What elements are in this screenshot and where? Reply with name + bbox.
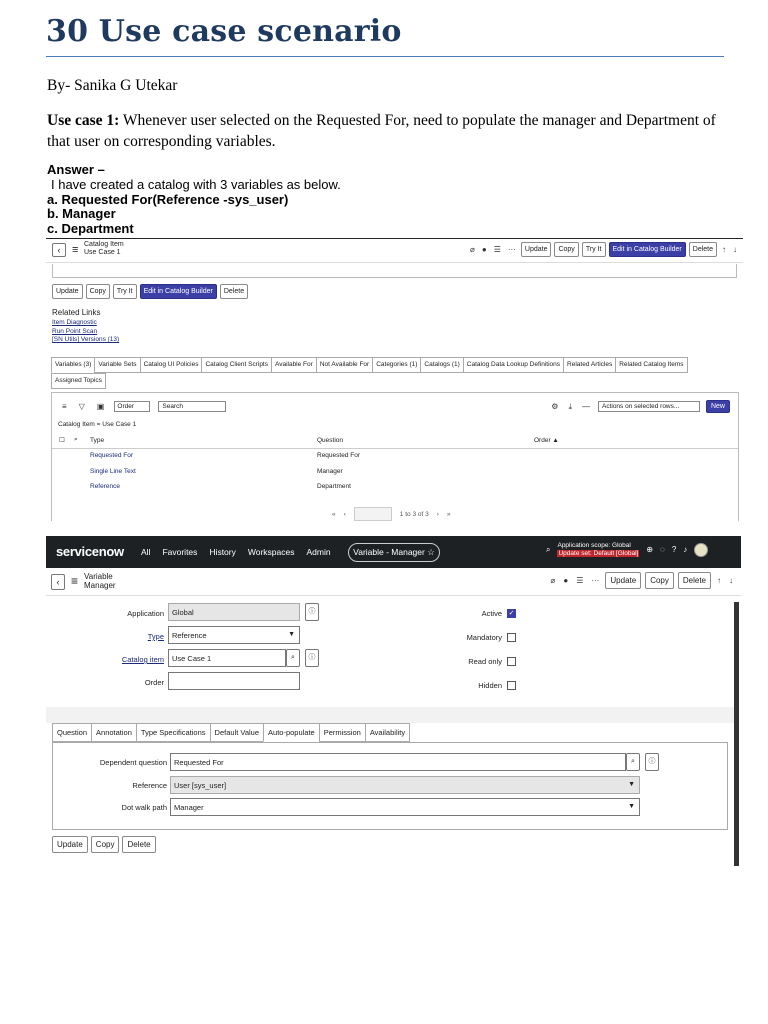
tab-default-value[interactable]: Default Value (210, 723, 263, 742)
answer-item: c. Department (47, 221, 134, 237)
auto-populate-panel (52, 742, 728, 830)
answer-block (47, 163, 341, 237)
tab-related-articles[interactable]: Related Articles (563, 357, 615, 373)
list-filter-breadcrumb[interactable]: Catalog Item = Use Case 1 (58, 421, 137, 428)
edit-catalog-builder-button[interactable]: Edit in Catalog Builder (609, 242, 686, 257)
mandatory-label: Mandatory (466, 633, 502, 642)
answer-item: a. Requested For(Reference -sys_user) (47, 191, 289, 207)
active-label: Active (481, 609, 502, 618)
copy-button[interactable]: Copy (91, 836, 120, 853)
page-range: 1 to 3 of 3 (399, 510, 429, 518)
hamburger-icon[interactable]: ≡ (72, 244, 79, 256)
tab-catalog-client-scripts[interactable]: Catalog Client Scripts (201, 357, 271, 373)
form-title-line1: Catalog Item (84, 241, 124, 248)
chevron-down-icon: ▼ (628, 781, 635, 788)
top-navbar (46, 536, 741, 568)
tab-categories[interactable]: Categories (1) (372, 357, 420, 373)
dot-walk-path-select[interactable] (170, 798, 640, 816)
tab-availability[interactable]: Availability (365, 723, 410, 742)
activity-icon[interactable]: ● (563, 576, 569, 585)
settings-icon[interactable]: ☰ (493, 245, 501, 254)
next-page-icon[interactable]: › (436, 510, 439, 518)
tab-catalogs[interactable]: Catalogs (1) (420, 357, 462, 373)
catalog-item-label[interactable]: Catalog item (121, 655, 164, 664)
edit-catalog-builder-button[interactable]: Edit in Catalog Builder (140, 284, 217, 299)
delete-button[interactable]: Delete (689, 242, 717, 257)
order-field[interactable] (168, 672, 300, 690)
reference-select (170, 776, 640, 794)
tab-assigned-topics[interactable]: Assigned Topics (51, 373, 106, 389)
nav-right (546, 542, 708, 557)
dot-walk-path-label: Dot walk path (121, 803, 167, 812)
table-row (52, 483, 738, 498)
row-type-link[interactable]: Requested For (90, 452, 133, 459)
form-field-bottom (52, 264, 737, 278)
type-label[interactable]: Type (147, 632, 164, 641)
gear-icon[interactable]: ⚙ (551, 402, 559, 411)
copy-button[interactable]: Copy (86, 284, 110, 299)
scrollbar[interactable] (734, 602, 739, 866)
mandatory-checkbox[interactable] (507, 633, 516, 642)
form-title-line2: Use Case 1 (84, 249, 121, 256)
byline: By- Sanika G Utekar (47, 77, 178, 94)
document-title: 30 Use case scenario (46, 14, 402, 49)
read-only-checkbox[interactable] (507, 657, 516, 666)
update-button[interactable]: Update (605, 572, 641, 589)
update-button[interactable]: Update (52, 836, 88, 853)
type-value: Reference (172, 631, 207, 640)
table-row (52, 452, 738, 467)
section-band (46, 707, 736, 723)
reference-label: Reference (132, 781, 167, 790)
nav-workspaces[interactable]: Workspaces (247, 547, 295, 557)
arrow-down-icon[interactable]: ↓ (733, 245, 737, 254)
sort-select[interactable]: Order (114, 401, 150, 412)
filter-icon[interactable]: ▽ (78, 402, 85, 411)
catalog-item-screenshot (46, 238, 743, 521)
scope-line: Application scope: Global (557, 542, 631, 549)
related-links (52, 319, 119, 345)
title-divider (46, 56, 724, 57)
dependent-question-field[interactable]: Requested For (170, 753, 626, 771)
download-icon[interactable]: ⤓ (568, 401, 572, 411)
header-toolbar (549, 572, 735, 589)
form-section-tabs (52, 723, 410, 742)
answer-item: b. Manager (47, 206, 116, 222)
nav-all[interactable]: All (141, 547, 151, 557)
actions-select[interactable]: Actions on selected rows... (598, 401, 700, 412)
hidden-label: Hidden (478, 681, 502, 690)
update-button[interactable]: Update (521, 242, 552, 257)
new-button[interactable]: New (706, 400, 730, 413)
form-header (46, 239, 743, 263)
dependent-question-label: Dependent question (99, 758, 167, 767)
servicenow-logo[interactable]: servicenow (56, 544, 124, 559)
tab-variable-sets[interactable]: Variable Sets (94, 357, 139, 373)
variables-list (51, 392, 739, 521)
tab-catalog-data-lookup[interactable]: Catalog Data Lookup Definitions (463, 357, 563, 373)
activity-icon[interactable]: ● (481, 245, 487, 254)
application-label: Application (127, 609, 164, 618)
copy-button[interactable]: Copy (554, 242, 578, 257)
try-it-button[interactable]: Try It (582, 242, 606, 257)
info-icon[interactable]: ⓘ (305, 603, 319, 621)
lookup-search-icon[interactable]: ⌕ (626, 753, 640, 771)
collapse-icon[interactable]: — (581, 402, 590, 411)
arrow-down-icon[interactable]: ↓ (729, 576, 733, 585)
delete-button[interactable]: Delete (220, 284, 248, 299)
usecase-paragraph (47, 110, 737, 152)
row-question: Manager (317, 468, 343, 475)
more-icon[interactable]: ··· (507, 245, 516, 254)
reference-value: User [sys_user] (174, 781, 227, 790)
list-pager (332, 507, 451, 521)
list-header (52, 433, 738, 449)
try-it-button[interactable]: Try It (113, 284, 137, 299)
catalog-item-field[interactable]: Use Case 1 (168, 649, 286, 667)
lookup-search-icon[interactable]: ⌕ (286, 649, 300, 667)
order-label: Order (144, 678, 164, 687)
active-checkbox[interactable]: ✓ (508, 610, 515, 617)
hamburger-icon[interactable]: ≡ (71, 574, 79, 588)
chevron-down-icon: ▼ (288, 631, 295, 638)
arrow-up-icon[interactable]: ↑ (722, 245, 726, 254)
form-title (84, 241, 124, 257)
list-menu-icon[interactable]: ≡ (62, 402, 67, 411)
more-icon[interactable]: ··· (591, 576, 600, 585)
table-row (52, 468, 738, 483)
tab-question[interactable]: Question (52, 723, 91, 742)
search-icon[interactable]: ⌕ (74, 436, 78, 443)
row-type-link[interactable]: Single Line Text (90, 468, 136, 475)
hidden-checkbox[interactable] (507, 681, 516, 690)
related-list-tabs (51, 357, 739, 389)
chevron-down-icon: ▼ (628, 803, 635, 810)
column-question[interactable]: Question (317, 437, 344, 444)
form-header (46, 568, 741, 596)
back-icon[interactable]: ‹ (52, 243, 66, 257)
tab-type-specifications[interactable]: Type Specifications (136, 723, 210, 742)
form-title (84, 572, 116, 590)
scope-indicator[interactable] (557, 542, 639, 557)
related-link[interactable]: Item Diagnostic (52, 319, 97, 326)
bottom-button-row (52, 836, 156, 853)
tab-available-for[interactable]: Available For (271, 357, 316, 373)
context-pill[interactable]: Variable - Manager ☆ (348, 543, 440, 562)
attachment-icon[interactable]: ⌀ (550, 576, 556, 585)
read-only-label: Read only (468, 657, 502, 666)
group-icon[interactable]: ▣ (96, 402, 105, 411)
tab-not-available-for[interactable]: Not Available For (316, 357, 372, 373)
variable-form-screenshot (46, 536, 741, 866)
select-all-checkbox[interactable]: ☐ (59, 437, 65, 444)
answer-intro: I have created a catalog with 3 variables as below. (51, 176, 341, 192)
attachment-icon[interactable]: ⌀ (470, 245, 475, 254)
arrow-up-icon[interactable]: ↑ (717, 576, 721, 585)
prev-page-icon[interactable]: ‹ (343, 510, 346, 518)
tab-auto-populate[interactable]: Auto-populate (263, 723, 319, 742)
help-icon[interactable]: ? (671, 545, 677, 554)
row-question: Department (317, 483, 351, 490)
column-type[interactable]: Type (90, 437, 105, 444)
first-page-icon[interactable]: « (332, 510, 336, 518)
dot-walk-path-value: Manager (174, 803, 204, 812)
row-question: Requested For (317, 452, 360, 459)
nav-favorites[interactable]: Favorites (162, 547, 198, 557)
header-toolbar (468, 242, 739, 257)
last-page-icon[interactable]: » (446, 510, 451, 518)
usecase-text: Whenever user selected on the Requested For, need to populate the manager and Department of that user on corresponding variables. (47, 112, 716, 150)
application-field: Global (168, 603, 300, 621)
globe-icon[interactable]: ⊕ (646, 545, 654, 554)
nav-menu (141, 547, 331, 557)
bell-icon[interactable]: ♪ (683, 545, 688, 554)
delete-button[interactable]: Delete (678, 572, 711, 589)
tab-variables[interactable]: Variables (3) (51, 357, 94, 373)
tab-permission[interactable]: Permission (319, 723, 365, 742)
avatar[interactable] (694, 543, 708, 557)
delete-button[interactable]: Delete (122, 836, 155, 853)
tab-catalog-ui-policies[interactable]: Catalog UI Policies (140, 357, 202, 373)
related-link[interactable]: [SN Utils] Versions (13) (52, 336, 120, 343)
update-set-line: Update set: Default [Global] (558, 549, 639, 557)
back-icon[interactable]: ‹ (51, 574, 65, 590)
settings-icon[interactable]: ☰ (576, 576, 584, 585)
tab-annotation[interactable]: Annotation (91, 723, 136, 742)
list-search-input[interactable]: Search (158, 401, 226, 412)
row-type-link[interactable]: Reference (90, 483, 120, 490)
tab-related-catalog-items[interactable]: Related Catalog Items (615, 357, 687, 373)
nav-admin[interactable]: Admin (306, 547, 331, 557)
info-icon[interactable]: ⓘ (305, 649, 319, 667)
search-icon[interactable]: ⌕ (546, 544, 551, 554)
type-select[interactable] (168, 626, 300, 644)
answer-label: Answer – (47, 162, 105, 177)
info-icon[interactable]: ⓘ (645, 753, 659, 771)
bottom-button-row (52, 284, 248, 299)
list-toolbar (52, 398, 738, 416)
form-title-line1: Variable (84, 572, 113, 581)
chat-icon[interactable]: ◌ (660, 545, 665, 554)
update-button[interactable]: Update (52, 284, 83, 299)
column-order[interactable]: Order ▲ (534, 437, 559, 444)
page-input[interactable] (354, 507, 392, 521)
copy-button[interactable]: Copy (645, 572, 674, 589)
related-links-title: Related Links (52, 308, 101, 317)
related-link[interactable]: Run Point Scan (52, 327, 98, 335)
form-title-line2: Manager (84, 581, 116, 590)
nav-history[interactable]: History (209, 547, 236, 557)
usecase-label: Use case 1: (47, 112, 120, 129)
